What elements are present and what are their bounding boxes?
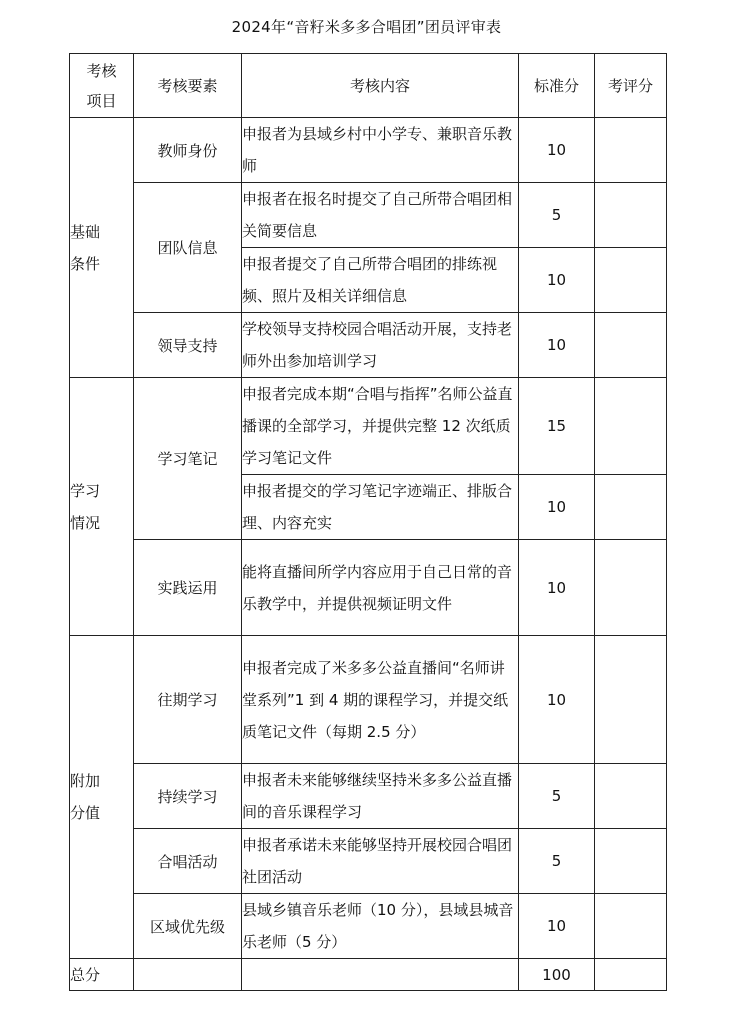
- content-cell: 申报者承诺未来能够坚持开展校园合唱团社团活动: [242, 829, 519, 894]
- element-cell: 教师身份: [134, 118, 242, 183]
- table-row: [70, 540, 667, 636]
- element-cell: 学习笔记: [134, 378, 242, 540]
- element-cell: 实践运用: [134, 540, 242, 636]
- standard-score-cell: 10: [519, 313, 595, 378]
- header-content: 考核内容: [242, 54, 519, 118]
- element-cell: 领导支持: [134, 313, 242, 378]
- content-cell: 能将直播间所学内容应用于自己日常的音乐教学中，并提供视频证明文件: [242, 540, 519, 636]
- standard-score-cell: 5: [519, 183, 595, 248]
- rating-cell[interactable]: [595, 764, 667, 829]
- element-cell: 持续学习: [134, 764, 242, 829]
- category-cell: 基础 条件: [70, 118, 134, 378]
- evaluation-table: [69, 53, 667, 991]
- total-rating-cell[interactable]: [595, 959, 667, 991]
- empty-cell: [134, 959, 242, 991]
- standard-score-cell: 10: [519, 636, 595, 764]
- total-label: 总分: [70, 959, 134, 991]
- rating-cell[interactable]: [595, 183, 667, 248]
- header-row: [70, 54, 667, 118]
- table-row: [70, 894, 667, 959]
- content-cell: 申报者在报名时提交了自己所带合唱团相关简要信息: [242, 183, 519, 248]
- rating-cell[interactable]: [595, 248, 667, 313]
- header-rating: 考评分: [595, 54, 667, 118]
- element-cell: 区域优先级: [134, 894, 242, 959]
- table-row: [70, 764, 667, 829]
- rating-cell[interactable]: [595, 636, 667, 764]
- rating-cell[interactable]: [595, 313, 667, 378]
- standard-score-cell: 15: [519, 378, 595, 475]
- standard-score-cell: 10: [519, 248, 595, 313]
- table-row: [70, 829, 667, 894]
- empty-cell: [242, 959, 519, 991]
- table-row: [70, 313, 667, 378]
- standard-score-cell: 5: [519, 764, 595, 829]
- rating-cell[interactable]: [595, 475, 667, 540]
- content-cell: 县域乡镇音乐老师（10 分），县域县城音乐老师（5 分）: [242, 894, 519, 959]
- element-cell: 往期学习: [134, 636, 242, 764]
- table-row: [70, 118, 667, 183]
- rating-cell[interactable]: [595, 540, 667, 636]
- standard-score-cell: 5: [519, 829, 595, 894]
- category-cell: 学习 情况: [70, 378, 134, 636]
- content-cell: 申报者未来能够继续坚持米多多公益直播间的音乐课程学习: [242, 764, 519, 829]
- rating-cell[interactable]: [595, 894, 667, 959]
- content-cell: 申报者完成本期“合唱与指挥”名师公益直播课的全部学习，并提供完整 12 次纸质学习笔记文件: [242, 378, 519, 475]
- content-cell: 申报者完成了米多多公益直播间“名师讲堂系列”1 到 4 期的课程学习，并提交纸质笔记文件（每期 2.5 分）: [242, 636, 519, 764]
- standard-score-cell: 10: [519, 540, 595, 636]
- category-cell: 附加 分值: [70, 636, 134, 959]
- content-cell: 学校领导支持校园合唱活动开展，支持老师外出参加培训学习: [242, 313, 519, 378]
- document-title: 2024年“音籽米多多合唱团”团员评审表: [231, 18, 502, 36]
- header-element: 考核要素: [134, 54, 242, 118]
- element-cell: 合唱活动: [134, 829, 242, 894]
- rating-cell[interactable]: [595, 829, 667, 894]
- standard-score-cell: 10: [519, 118, 595, 183]
- total-score-cell: 100: [519, 959, 595, 991]
- element-cell: 团队信息: [134, 183, 242, 313]
- standard-score-cell: 10: [519, 894, 595, 959]
- content-cell: 申报者为县域乡村中小学专、兼职音乐教师: [242, 118, 519, 183]
- content-cell: 申报者提交了自己所带合唱团的排练视频、照片及相关详细信息: [242, 248, 519, 313]
- table-row: [70, 183, 667, 248]
- total-row: [70, 959, 667, 991]
- content-cell: 申报者提交的学习笔记字迹端正、排版合理、内容充实: [242, 475, 519, 540]
- standard-score-cell: 10: [519, 475, 595, 540]
- header-standard: 标准分: [519, 54, 595, 118]
- table-row: [70, 378, 667, 475]
- header-category: 考核 项目: [70, 54, 134, 118]
- table-row: [70, 636, 667, 764]
- rating-cell[interactable]: [595, 378, 667, 475]
- rating-cell[interactable]: [595, 118, 667, 183]
